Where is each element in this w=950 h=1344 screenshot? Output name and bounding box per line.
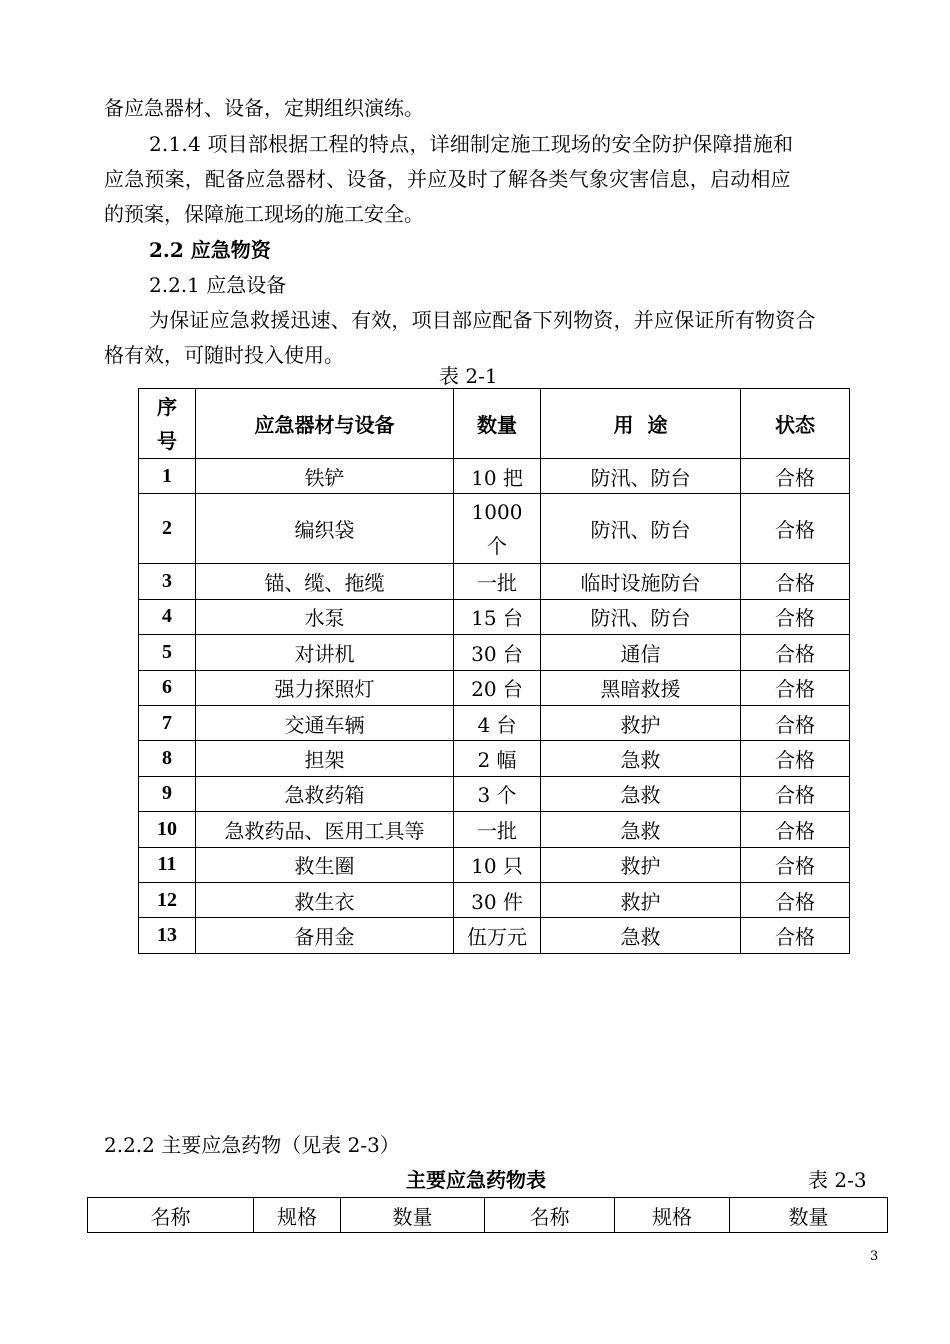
header-usage: 用 途 — [541, 389, 741, 459]
table-row — [139, 459, 850, 494]
cell-index: 11 — [139, 847, 196, 882]
cell-index: 1 — [139, 459, 196, 494]
cell-quantity: 一批 — [454, 564, 541, 599]
paragraph-line: 的预案，保障施工现场的施工安全。 — [104, 202, 424, 226]
cell-usage: 黑暗救援 — [541, 670, 741, 705]
medicine-header-spec: 规格 — [615, 1198, 730, 1233]
cell-usage: 急救 — [541, 776, 741, 811]
cell-quantity: 2 幅 — [454, 741, 541, 776]
cell-quantity: 15 台 — [454, 599, 541, 634]
table-row — [139, 776, 850, 811]
medicine-header-name: 名称 — [485, 1198, 615, 1233]
cell-status: 合格 — [741, 741, 850, 776]
cell-quantity: 伍万元 — [454, 918, 541, 953]
table-row — [139, 847, 850, 882]
header-status: 状态 — [741, 389, 850, 459]
cell-status: 合格 — [741, 812, 850, 847]
section2-heading: 2.2.2 主要应急药物（见表 2-3） — [104, 1133, 400, 1157]
cell-usage: 临时设施防台 — [541, 564, 741, 599]
cell-equipment: 救生衣 — [196, 882, 454, 917]
medicine-header-spec: 规格 — [254, 1198, 341, 1233]
table-row — [139, 812, 850, 847]
cell-quantity: 10 把 — [454, 459, 541, 494]
cell-equipment: 强力探照灯 — [196, 670, 454, 705]
cell-index: 5 — [139, 635, 196, 670]
cell-status: 合格 — [741, 635, 850, 670]
cell-index: 12 — [139, 882, 196, 917]
table-row — [139, 494, 850, 564]
paragraph-line: 为保证应急救援迅速、有效，项目部应配备下列物资，并应保证所有物资合 — [149, 308, 816, 332]
cell-quantity: 30 台 — [454, 635, 541, 670]
table-header-row — [139, 389, 850, 459]
cell-usage: 防汛、防台 — [541, 599, 741, 634]
cell-usage: 急救 — [541, 741, 741, 776]
table-row — [139, 564, 850, 599]
cell-equipment: 交通车辆 — [196, 705, 454, 740]
page-number: 3 — [870, 1249, 879, 1264]
cell-equipment: 铁铲 — [196, 459, 454, 494]
medicine-table-title: 主要应急药物表 — [406, 1168, 546, 1192]
section-heading: 2.2 应急物资 — [149, 238, 271, 262]
medicine-table-caption: 表 2-3 — [808, 1168, 867, 1192]
cell-usage: 救护 — [541, 882, 741, 917]
cell-equipment: 救生圈 — [196, 847, 454, 882]
table-row — [139, 918, 850, 953]
cell-index: 4 — [139, 599, 196, 634]
cell-equipment: 急救药箱 — [196, 776, 454, 811]
cell-equipment: 担架 — [196, 741, 454, 776]
table-row — [139, 882, 850, 917]
cell-usage: 急救 — [541, 812, 741, 847]
header-index: 序号 — [139, 389, 196, 459]
cell-status: 合格 — [741, 882, 850, 917]
medicine-table — [87, 1197, 888, 1233]
cell-equipment: 锚、缆、拖缆 — [196, 564, 454, 599]
table-row — [139, 705, 850, 740]
cell-quantity: 20 台 — [454, 670, 541, 705]
cell-quantity: 4 台 — [454, 705, 541, 740]
cell-status: 合格 — [741, 847, 850, 882]
table-row — [139, 599, 850, 634]
medicine-header-quantity: 数量 — [730, 1198, 888, 1233]
cell-status: 合格 — [741, 670, 850, 705]
header-quantity: 数量 — [454, 389, 541, 459]
cell-index: 9 — [139, 776, 196, 811]
cell-index: 2 — [139, 494, 196, 564]
cell-usage: 防汛、防台 — [541, 494, 741, 564]
medicine-header-row — [88, 1198, 888, 1233]
cell-equipment: 对讲机 — [196, 635, 454, 670]
cell-status: 合格 — [741, 459, 850, 494]
paragraph-line: 2.1.4 项目部根据工程的特点，详细制定施工现场的安全防护保障措施和 — [149, 132, 794, 156]
cell-status: 合格 — [741, 705, 850, 740]
cell-index: 7 — [139, 705, 196, 740]
cell-equipment: 急救药品、医用工具等 — [196, 812, 454, 847]
table-caption: 表 2-1 — [439, 364, 498, 388]
cell-usage: 防汛、防台 — [541, 459, 741, 494]
cell-usage: 通信 — [541, 635, 741, 670]
cell-index: 3 — [139, 564, 196, 599]
cell-usage: 救护 — [541, 705, 741, 740]
cell-equipment: 编织袋 — [196, 494, 454, 564]
cell-status: 合格 — [741, 564, 850, 599]
cell-quantity: 一批 — [454, 812, 541, 847]
equipment-table — [138, 388, 850, 954]
cell-status: 合格 — [741, 776, 850, 811]
paragraph-line: 应急预案，配备应急器材、设备，并应及时了解各类气象灾害信息，启动相应 — [104, 167, 791, 191]
cell-usage: 救护 — [541, 847, 741, 882]
cell-index: 8 — [139, 741, 196, 776]
table-row — [139, 635, 850, 670]
cell-status: 合格 — [741, 918, 850, 953]
table-row — [139, 670, 850, 705]
header-equipment: 应急器材与设备 — [196, 389, 454, 459]
cell-index: 6 — [139, 670, 196, 705]
paragraph-line: 格有效，可随时投入使用。 — [104, 343, 344, 367]
cell-status: 合格 — [741, 494, 850, 564]
cell-equipment: 水泵 — [196, 599, 454, 634]
cell-quantity: 30 件 — [454, 882, 541, 917]
cell-quantity: 10 只 — [454, 847, 541, 882]
cell-status: 合格 — [741, 599, 850, 634]
medicine-header-quantity: 数量 — [341, 1198, 485, 1233]
cell-quantity: 3 个 — [454, 776, 541, 811]
paragraph-line: 备应急器材、设备，定期组织演练。 — [104, 96, 424, 120]
medicine-header-name: 名称 — [88, 1198, 254, 1233]
table-row — [139, 741, 850, 776]
cell-usage: 急救 — [541, 918, 741, 953]
cell-equipment: 备用金 — [196, 918, 454, 953]
cell-index: 13 — [139, 918, 196, 953]
subsection-heading: 2.2.1 应急设备 — [149, 273, 287, 297]
cell-quantity: 1000 个 — [454, 494, 541, 564]
cell-index: 10 — [139, 812, 196, 847]
